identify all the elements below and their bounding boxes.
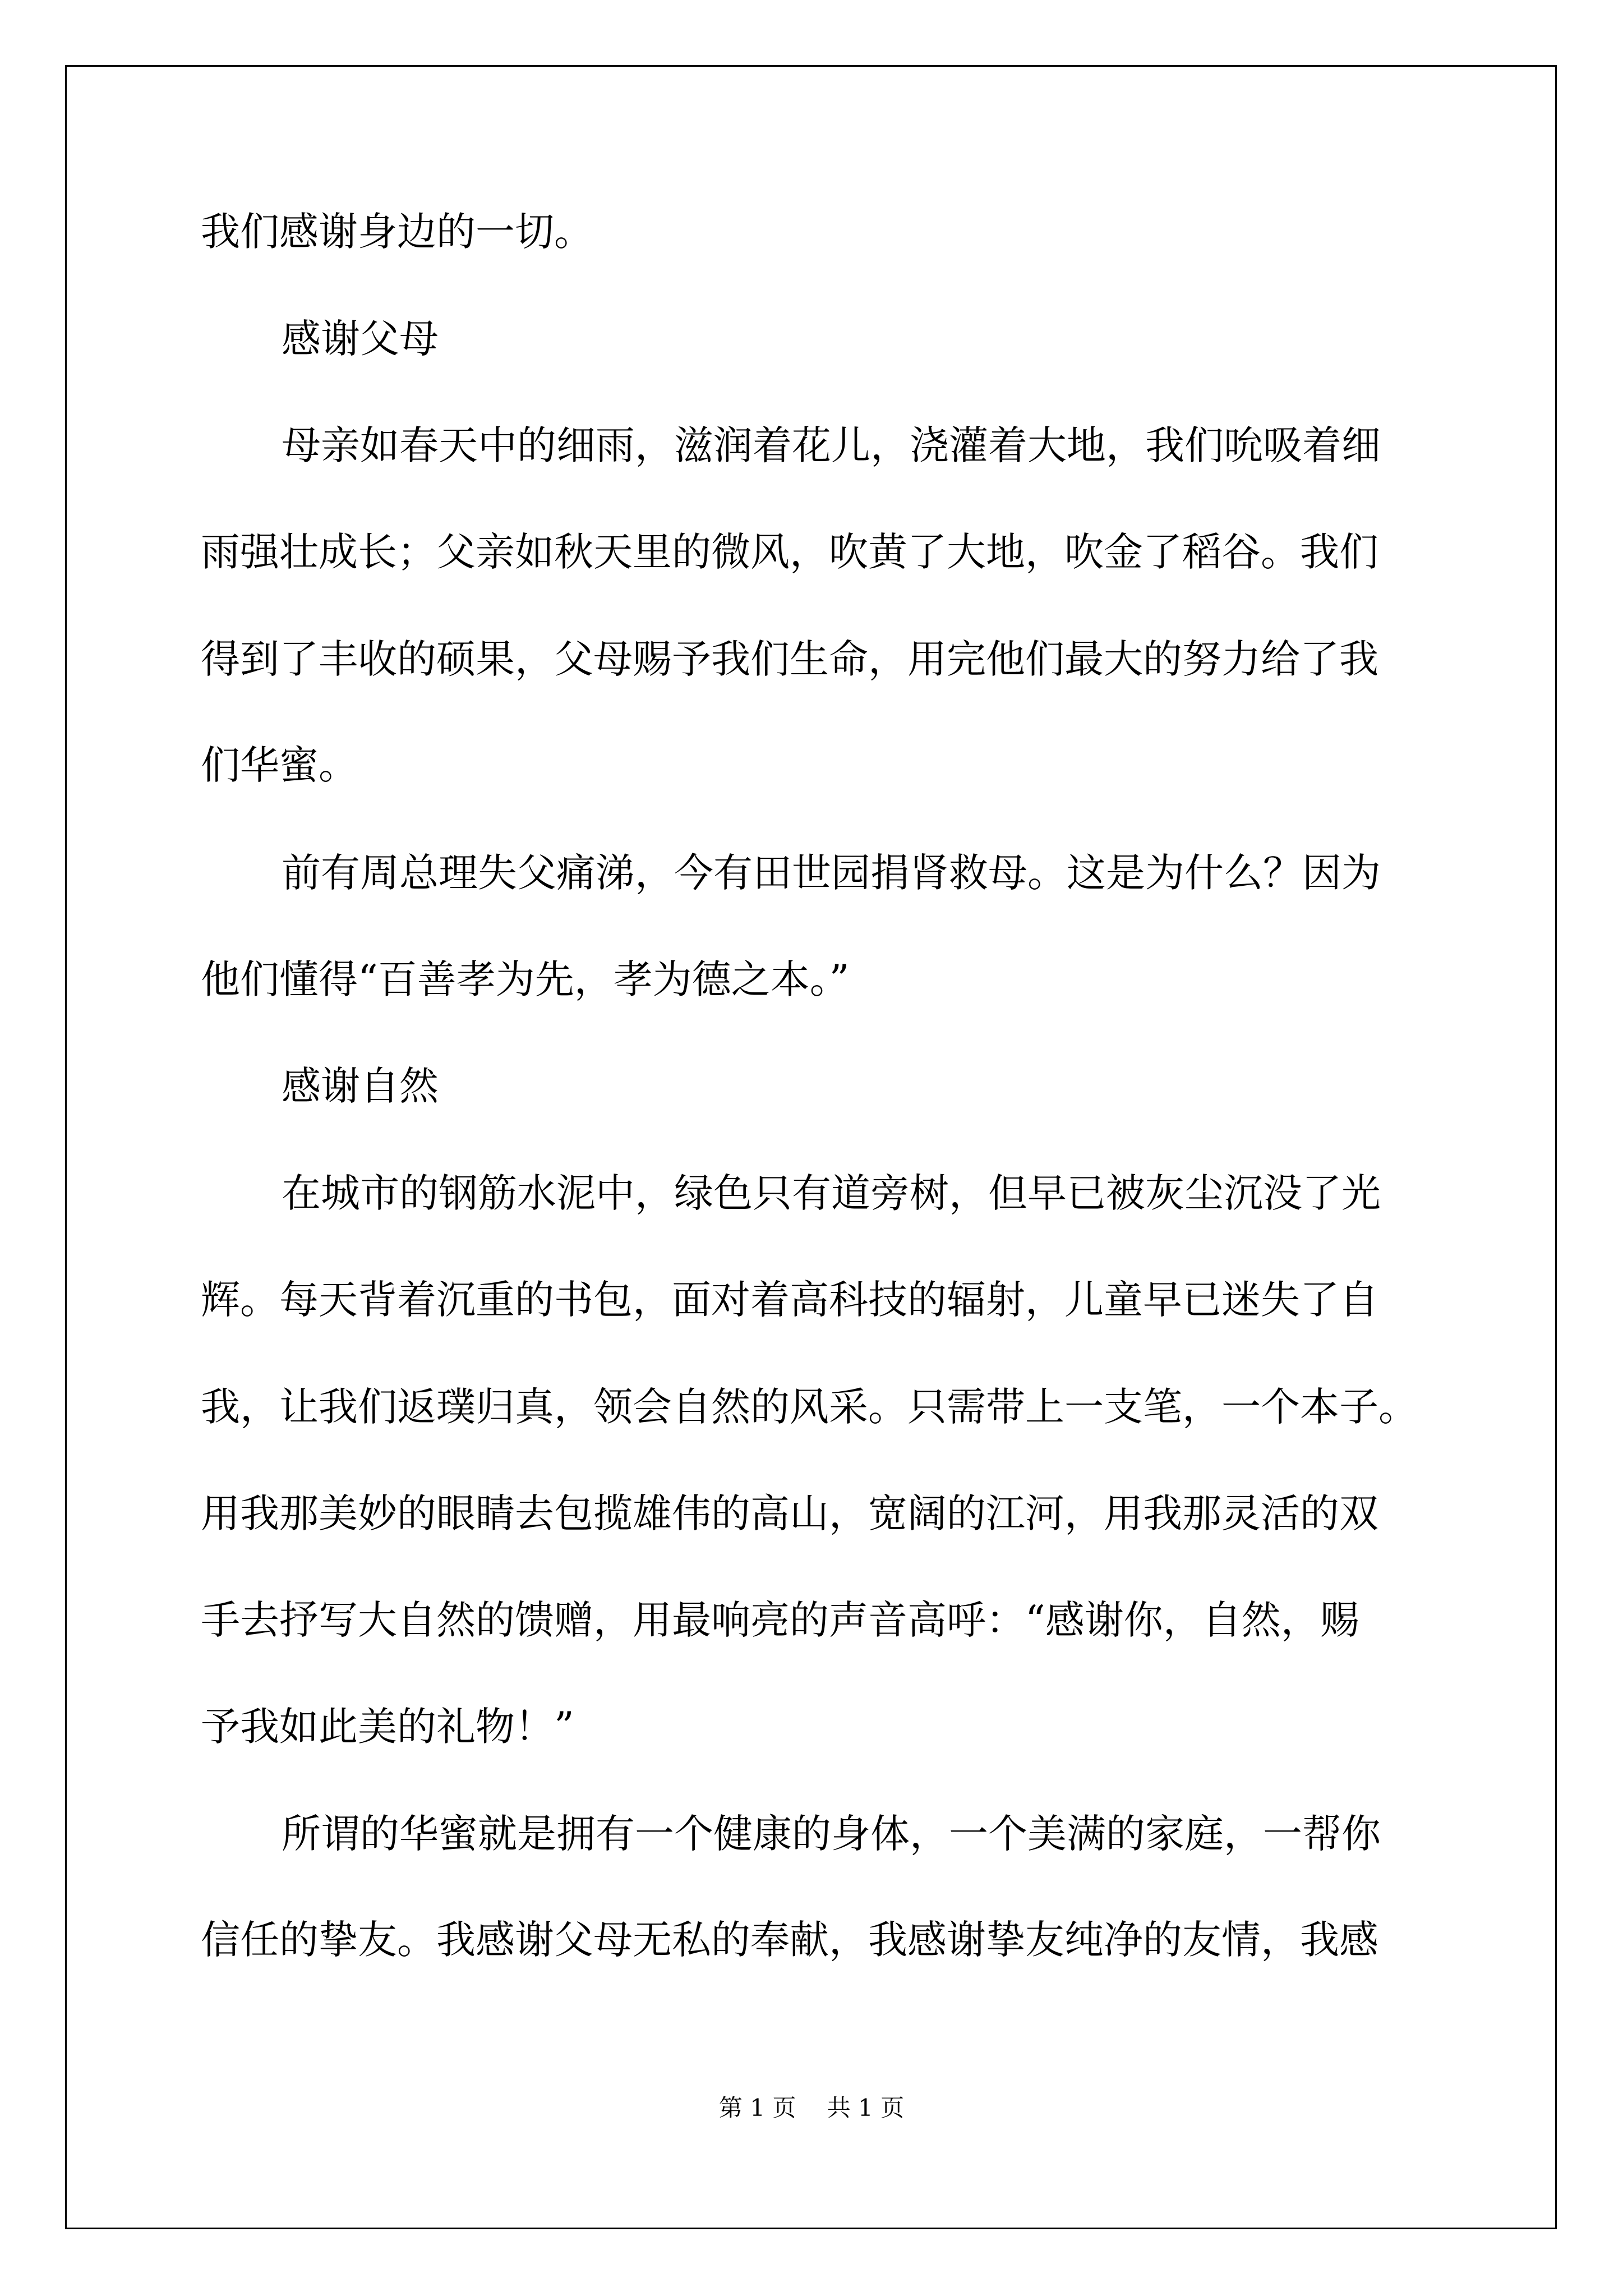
body-line: 信任的挚友。我感谢父母无私的奉献，我感谢挚友纯净的友情，我感 <box>201 1917 1378 1963</box>
body-line: 他们懂得“百善孝为先，孝为德之本。” <box>201 956 850 1002</box>
section-heading: 感谢自然 <box>282 1063 439 1109</box>
body-line: 予我如此美的礼物！” <box>201 1704 574 1750</box>
body-line: 手去抒写大自然的馈赠，用最响亮的声音高呼：“感谢你，自然，赐 <box>201 1597 1359 1643</box>
body-line: 母亲如春天中的细雨，滋润着花儿，浇灌着大地，我们吮吸着细 <box>282 422 1381 468</box>
body-line: 所谓的华蜜就是拥有一个健康的身体，一个美满的家庭，一帮你 <box>282 1811 1381 1857</box>
page-border <box>65 65 1557 2229</box>
body-line: 在城市的钢筋水泥中，绿色只有道旁树，但早已被灰尘沉没了光 <box>282 1170 1381 1216</box>
body-line: 我，让我们返璞归真，领会自然的风采。只需带上一支笔，一个本子。 <box>201 1384 1418 1430</box>
body-line: 用我那美妙的眼睛去包揽雄伟的高山，宽阔的江河，用我那灵活的双 <box>201 1490 1378 1536</box>
body-line: 我们感谢身边的一切。 <box>201 209 593 255</box>
section-heading: 感谢父母 <box>282 316 439 362</box>
body-line: 雨强壮成长；父亲如秋天里的微风，吹黄了大地，吹金了稻谷。我们 <box>201 529 1378 575</box>
body-line: 们华蜜。 <box>201 742 358 788</box>
body-line: 得到了丰收的硕果，父母赐予我们生命，用完他们最大的努力给了我 <box>201 636 1378 682</box>
page-number-footer: 第 1 页 共 1 页 <box>718 2094 905 2122</box>
body-line: 前有周总理失父痛涕，今有田世园捐肾救母。这是为什么？因为 <box>282 850 1381 896</box>
body-line: 辉。每天背着沉重的书包，面对着高科技的辐射，儿童早已迷失了自 <box>201 1277 1378 1323</box>
